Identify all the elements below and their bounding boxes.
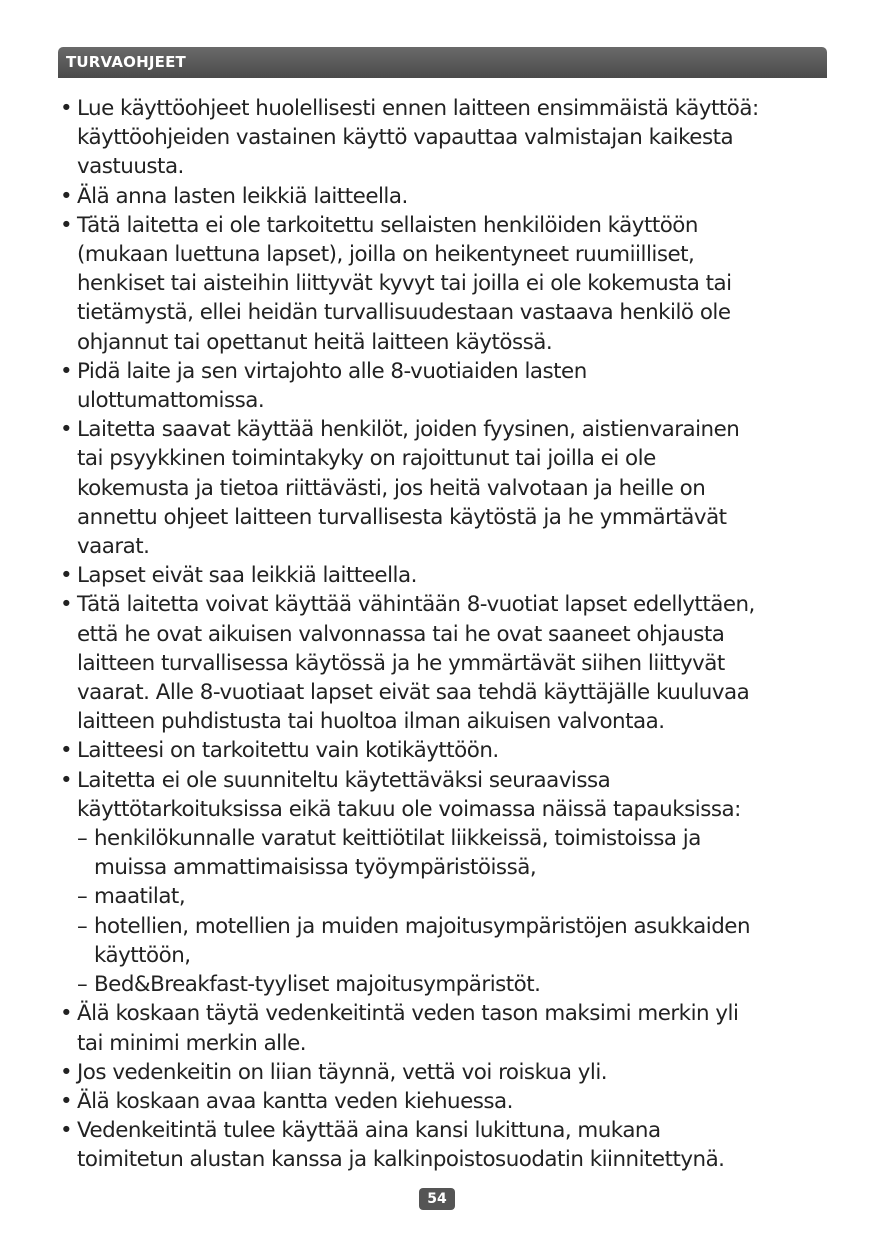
- section-header-bar: [58, 47, 827, 78]
- sub-item-text-line: muissa ammattimaisissa työympäristöissä,: [94, 855, 537, 881]
- bullet-dot-icon: •: [60, 1059, 73, 1085]
- bullet-text-line: Vedenkeitintä tulee käyttää aina kansi lukittuna, mukana: [77, 1118, 661, 1144]
- safety-bullet-item: [58, 415, 838, 561]
- bullet-dot-icon: •: [60, 358, 73, 384]
- sub-item-text-line: henkilökunnalle varatut keittiötilat liikkeissä, toimistoissa ja: [94, 826, 701, 852]
- bullet-text-line: annettu ohjeet laitteen turvallisesta käytöstä ja he ymmärtävät: [77, 504, 727, 530]
- bullet-text-line: ohjannut tai opettanut heitä laitteen käytössä.: [77, 329, 553, 355]
- bullet-dot-icon: •: [60, 96, 73, 121]
- bullet-text-line: ulottumattomissa.: [77, 388, 265, 414]
- bullet-text-line: tai psyykkinen toimintakyky on rajoittunut tai joilla ei ole: [77, 446, 656, 472]
- bullet-text-line: Jos vedenkeitin on liian täynnä, vettä voi roiskua yli.: [77, 1059, 608, 1085]
- safety-bullet-item: [58, 736, 838, 765]
- bullet-text-line: (mukaan luettuna lapset), joilla on heikentyneet ruumiilliset,: [77, 242, 695, 268]
- dash-marker-icon: –: [77, 826, 88, 852]
- bullet-text-line: Laitetta ei ole suunniteltu käytettäväksi seuraavissa: [77, 767, 611, 793]
- safety-bullet-item: [58, 561, 838, 590]
- bullet-dot-icon: •: [60, 1001, 73, 1027]
- bullet-text-line: tai minimi merkin alle.: [77, 1030, 307, 1056]
- bullet-text-line: että he ovat aikuisen valvonnassa tai he ovat saaneet ohjausta: [77, 621, 725, 647]
- bullet-dot-icon: •: [60, 563, 73, 589]
- bullet-text-line: Älä koskaan täytä vedenkeitintä veden tason maksimi merkin yli: [77, 1001, 739, 1027]
- bullet-dot-icon: •: [60, 1088, 73, 1114]
- sub-list: [77, 824, 838, 999]
- safety-bullet-item: [58, 590, 838, 736]
- bullet-text-line: Tätä laitetta voivat käyttää vähintään 8-vuotiat lapset edellyttäen,: [77, 592, 755, 618]
- bullet-dot-icon: •: [60, 592, 73, 618]
- sub-list-item: [77, 912, 838, 970]
- safety-bullet-item: [58, 766, 838, 1000]
- safety-instructions: [58, 94, 838, 1175]
- safety-bullet-item: [58, 211, 838, 357]
- dash-marker-icon: –: [77, 913, 88, 939]
- bullet-text-line: Tätä laitetta ei ole tarkoitettu sellaisten henkilöiden käyttöön: [77, 212, 698, 238]
- bullet-text-line: laitteen puhdistusta tai huoltoa ilman aikuisen valvontaa.: [77, 709, 665, 735]
- dash-marker-icon: –: [77, 972, 88, 998]
- sub-item-text-line: hotellien, motellien ja muiden majoitusympäristöjen asukkaiden: [94, 913, 750, 939]
- bullet-text-line: Lapset eivät saa leikkiä laitteella.: [77, 563, 417, 589]
- bullet-dot-icon: •: [60, 1118, 73, 1144]
- dash-marker-icon: –: [77, 884, 88, 910]
- sub-item-text-line: maatilat,: [94, 884, 186, 910]
- bullet-text-line: Lue käyttöohjeet huolellisesti ennen laitteen ensimmäistä käyttöä:: [77, 96, 759, 121]
- bullet-dot-icon: •: [60, 212, 73, 238]
- safety-bullet-item: [58, 1116, 838, 1174]
- bullet-dot-icon: •: [60, 417, 73, 443]
- safety-bullet-item: [58, 1058, 838, 1087]
- safety-bullet-item: [58, 182, 838, 211]
- bullet-text-line: Älä anna lasten leikkiä laitteella.: [77, 183, 408, 209]
- bullet-text-line: vastuusta.: [77, 154, 184, 180]
- sub-item-text-line: Bed&Breakfast-tyyliset majoitusympäristöt.: [94, 972, 541, 998]
- bullet-text-line: käyttöohjeiden vastainen käyttö vapauttaa valmistajan kaikesta: [77, 125, 734, 151]
- bullet-text-line: Laitetta saavat käyttää henkilöt, joiden fyysinen, aistienvarainen: [77, 417, 740, 443]
- safety-bullet-item: [58, 1087, 838, 1116]
- bullet-text-line: kokemusta ja tietoa riittävästi, jos heitä valvotaan ja heille on: [77, 475, 706, 501]
- safety-bullet-item: [58, 357, 838, 415]
- page-number-badge: 54: [419, 1188, 455, 1210]
- bullet-dot-icon: •: [60, 183, 73, 209]
- bullet-text-line: Älä koskaan avaa kantta veden kiehuessa.: [77, 1088, 513, 1114]
- bullet-text-line: henkiset tai aisteihin liittyvät kyvyt tai joilla ei ole kokemusta tai: [77, 271, 732, 297]
- bullet-dot-icon: •: [60, 738, 73, 764]
- sub-list-item: [77, 882, 838, 911]
- bullet-text-line: Pidä laite ja sen virtajohto alle 8-vuotiaiden lasten: [77, 358, 587, 384]
- safety-bullet-item: [58, 999, 838, 1057]
- bullet-text-line: käyttötarkoituksissa eikä takuu ole voimassa näissä tapauksissa:: [77, 796, 741, 822]
- section-title: TURVAOHJEET: [66, 53, 186, 71]
- bullet-text-line: vaarat.: [77, 534, 150, 560]
- sub-item-text-line: käyttöön,: [94, 942, 191, 968]
- bullet-text-line: toimitetun alustan kanssa ja kalkinpoistosuodatin kiinnitettynä.: [77, 1147, 725, 1173]
- sub-list-item: [77, 824, 838, 882]
- sub-list-item: [77, 970, 838, 999]
- bullet-text-line: Laitteesi on tarkoitettu vain kotikäyttöön.: [77, 738, 499, 764]
- bullet-text-line: tietämystä, ellei heidän turvallisuudestaan vastaava henkilö ole: [77, 300, 731, 326]
- bullet-text-line: laitteen turvallisessa käytössä ja he ymmärtävät siihen liittyvät: [77, 650, 725, 676]
- safety-bullet-item: [58, 94, 838, 182]
- bullet-text-line: vaarat. Alle 8-vuotiaat lapset eivät saa tehdä käyttäjälle kuuluvaa: [77, 680, 750, 706]
- bullet-dot-icon: •: [60, 767, 73, 793]
- safety-bullet-list: [58, 94, 838, 1175]
